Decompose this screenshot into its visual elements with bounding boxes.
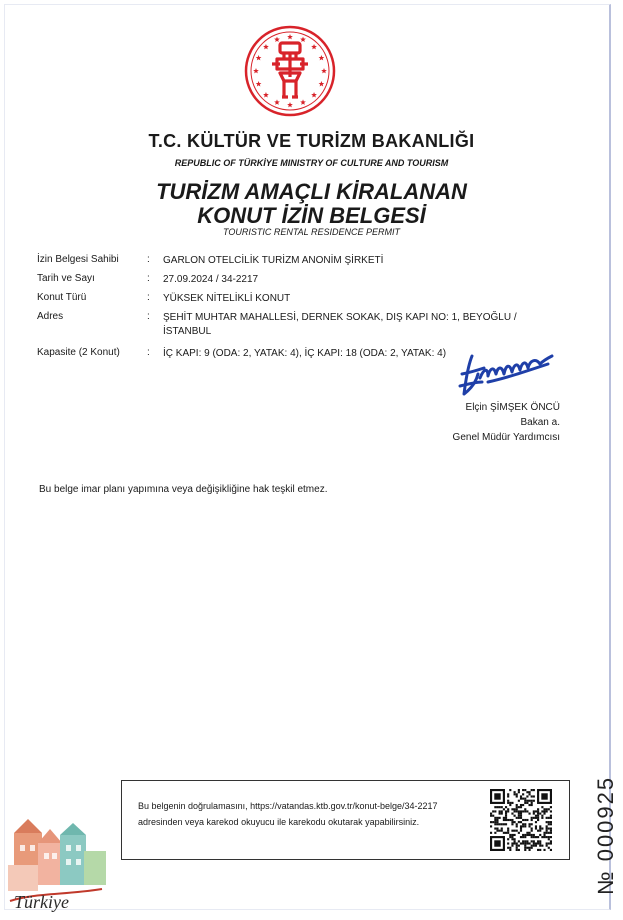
field-colon: : — [147, 254, 150, 265]
logo-text: Türkiye — [14, 892, 69, 912]
verification-box — [121, 780, 570, 860]
field-colon: : — [147, 292, 150, 303]
seal-star — [319, 55, 325, 60]
seal-star — [274, 37, 280, 42]
verification-line2: adresinden veya karekod okuyucu ile karekodu okutarak yapabilirsiniz. — [138, 817, 420, 827]
seal-star — [256, 81, 262, 86]
seal-star — [319, 81, 325, 86]
field-colon: : — [147, 311, 150, 322]
permit-fields — [37, 254, 577, 366]
document-title — [0, 180, 623, 228]
serial-number: № 000925 — [593, 775, 618, 895]
field-label: Konut Türü — [37, 292, 87, 303]
seal-star — [263, 44, 269, 49]
field-value — [163, 311, 553, 339]
seal-star — [287, 34, 293, 39]
seal-star — [300, 37, 306, 42]
seal-star — [311, 44, 317, 49]
field-row-address — [37, 311, 577, 347]
ministry-subtitle: REPUBLIC OF TÜRKİYE MINISTRY OF CULTURE AND TOURISM — [174, 158, 449, 168]
verification-text — [138, 798, 468, 830]
verification-line1: Bu belgenin doğrulamasını, https://vatandas.ktb.gov.tr/konut-belge/34-2217 — [138, 801, 438, 811]
signatory-title: Genel Müdür Yardımcısı — [452, 432, 560, 443]
document-title-line1: TURİZM AMAÇLI KİRALANAN — [156, 179, 467, 204]
address-line2: İSTANBUL — [163, 326, 212, 337]
field-label: İzin Belgesi Sahibi — [37, 254, 119, 265]
seal-star — [274, 99, 280, 104]
field-label: Tarih ve Sayı — [37, 273, 95, 284]
field-row-holder — [37, 254, 577, 273]
turkiye-logo-icon — [4, 805, 114, 915]
ministry-seal-icon — [244, 25, 336, 117]
seal-star — [300, 99, 306, 104]
field-value: 27.09.2024 / 34-2217 — [163, 274, 259, 285]
seal-star — [287, 102, 293, 107]
seal-star — [253, 68, 259, 73]
legal-note: Bu belge imar planı yapımına veya değişikliğine hak teşkil etmez. — [39, 484, 328, 495]
ministry-title: T.C. KÜLTÜR VE TURİZM BAKANLIĞI — [148, 131, 475, 151]
field-value: GARLON OTELCİLİK TURİZM ANONİM ŞİRKETİ — [163, 255, 384, 266]
field-value: YÜKSEK NİTELİKLİ KONUT — [163, 293, 291, 304]
field-colon: : — [147, 273, 150, 284]
signatory-block — [420, 400, 560, 445]
signatory-line2: Bakan a. — [520, 417, 560, 428]
signatory-name: Elçin ŞİMŞEK ÖNCÜ — [465, 402, 560, 413]
qr-code-icon[interactable] — [490, 789, 552, 851]
field-colon: : — [147, 347, 150, 358]
field-value: İÇ KAPI: 9 (ODA: 2, YATAK: 4), İÇ KAPI: 18 (ODA: 2, YATAK: 4) — [163, 348, 447, 359]
seal-star — [311, 92, 317, 97]
address-line1: ŞEHİT MUHTAR MAHALLESİ, DERNEK SOKAK, DIŞ KAPI NO: 1, BEYOĞLU / — [163, 312, 517, 323]
field-row-type — [37, 292, 577, 311]
field-label: Kapasite (2 Konut) — [37, 347, 120, 358]
document-title-line2: KONUT İZİN BELGESİ — [197, 203, 426, 228]
seal-star — [263, 92, 269, 97]
seal-star — [321, 68, 327, 73]
document-subtitle: TOURISTIC RENTAL RESIDENCE PERMIT — [222, 227, 401, 237]
seal-star — [256, 55, 262, 60]
field-row-date — [37, 273, 577, 292]
signature-icon — [458, 352, 554, 404]
field-label: Adres — [37, 311, 64, 322]
